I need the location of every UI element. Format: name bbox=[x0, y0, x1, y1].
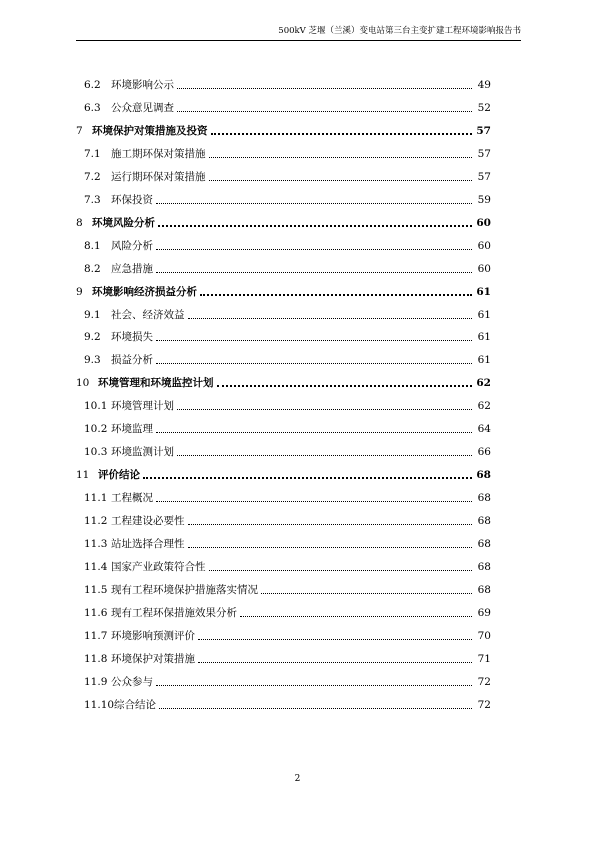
toc-title: 环境影响公示 bbox=[111, 79, 174, 91]
toc-page-number: 68 bbox=[476, 469, 491, 482]
toc-section-row[interactable] bbox=[76, 328, 491, 344]
toc-number: 10.2 bbox=[84, 423, 108, 436]
toc-number: 11.1 bbox=[84, 492, 108, 505]
toc-page-number: 49 bbox=[477, 79, 491, 91]
toc-title: 环境管理计划 bbox=[111, 400, 174, 413]
dot-leader bbox=[156, 248, 472, 250]
toc-number: 11.10 bbox=[84, 698, 115, 711]
page-number: 2 bbox=[294, 774, 301, 784]
toc-section-row[interactable] bbox=[76, 145, 491, 161]
toc-chapter-row[interactable] bbox=[76, 214, 491, 230]
toc-page-number: 68 bbox=[477, 515, 491, 528]
dot-leader bbox=[188, 317, 473, 319]
toc-title: 工程建设必要性 bbox=[111, 515, 185, 528]
dot-leader bbox=[211, 132, 473, 135]
toc-title: 现有工程环境保护措施落实情况 bbox=[111, 583, 258, 596]
toc-title: 社会、经济效益 bbox=[111, 308, 185, 321]
toc-title: 环境保护对策措施及投资 bbox=[92, 124, 208, 137]
dot-leader bbox=[198, 661, 472, 663]
toc-title: 评价结论 bbox=[98, 469, 140, 482]
dot-leader bbox=[177, 87, 472, 89]
toc-page-number: 59 bbox=[477, 193, 491, 206]
toc-page-number: 60 bbox=[476, 216, 491, 229]
toc-title: 环境监理 bbox=[111, 423, 153, 436]
toc-title: 施工期环保对策措施 bbox=[111, 147, 206, 160]
toc-title: 公众意见调查 bbox=[111, 101, 174, 114]
toc-section-row[interactable] bbox=[76, 76, 491, 92]
toc-number: 6.2 bbox=[84, 79, 101, 91]
toc-number: 11.8 bbox=[84, 652, 108, 665]
dot-leader bbox=[188, 546, 473, 548]
toc-title: 环境影响预测评价 bbox=[111, 629, 195, 642]
header-title: 500kV 芝堰（兰溪）变电站第三台主变扩建工程环境影响报告书 bbox=[278, 26, 521, 36]
toc-title: 环境风险分析 bbox=[92, 216, 155, 229]
dot-leader bbox=[158, 224, 472, 227]
toc-title: 国家产业政策符合性 bbox=[111, 560, 206, 573]
dot-leader bbox=[200, 293, 472, 296]
toc-page-number: 69 bbox=[477, 606, 491, 619]
dot-leader bbox=[217, 384, 473, 387]
toc-section-row[interactable] bbox=[76, 306, 491, 322]
toc-title: 运行期环保对策措施 bbox=[111, 170, 206, 183]
toc-page-number: 66 bbox=[477, 446, 491, 459]
toc-section-row[interactable] bbox=[76, 535, 491, 551]
toc-section-row[interactable] bbox=[76, 650, 491, 666]
toc-title: 环境损失 bbox=[111, 331, 153, 344]
toc-number: 11.5 bbox=[84, 583, 108, 596]
toc-page-number: 61 bbox=[477, 308, 491, 321]
toc-number: 10 bbox=[76, 377, 90, 390]
dot-leader bbox=[177, 408, 472, 410]
toc-section-row[interactable] bbox=[76, 604, 491, 620]
toc-page-number: 62 bbox=[477, 400, 491, 413]
toc-number: 11.6 bbox=[84, 606, 108, 619]
dot-leader bbox=[261, 592, 472, 594]
toc-number: 6.3 bbox=[84, 101, 101, 114]
toc-section-row[interactable] bbox=[76, 260, 491, 276]
toc-section-row[interactable] bbox=[76, 168, 491, 184]
toc-page-number: 57 bbox=[477, 170, 491, 183]
toc-title: 站址选择合理性 bbox=[111, 538, 185, 550]
toc-page-number: 71 bbox=[477, 652, 491, 665]
toc-section-row[interactable] bbox=[76, 420, 491, 436]
dot-leader bbox=[209, 569, 473, 571]
toc-section-row[interactable] bbox=[76, 397, 491, 413]
toc-number: 8.2 bbox=[84, 262, 101, 275]
toc-section-row[interactable] bbox=[76, 696, 491, 712]
toc-number: 9.1 bbox=[84, 308, 101, 321]
toc-title: 综合结论 bbox=[114, 698, 156, 711]
dot-leader bbox=[209, 179, 473, 181]
dot-leader bbox=[209, 156, 473, 158]
toc-number: 7.3 bbox=[84, 193, 101, 206]
toc-page-number: 57 bbox=[476, 124, 491, 137]
toc-number: 11.4 bbox=[84, 560, 108, 573]
toc-number: 11.2 bbox=[84, 515, 108, 528]
dot-leader bbox=[156, 684, 472, 686]
toc-number: 9 bbox=[76, 285, 83, 298]
toc-chapter-row[interactable] bbox=[76, 466, 491, 482]
dot-leader bbox=[156, 500, 472, 502]
toc-page-number: 68 bbox=[477, 583, 491, 596]
toc-number: 9.3 bbox=[84, 354, 101, 367]
toc-section-row[interactable] bbox=[76, 191, 491, 207]
toc-title: 应急措施 bbox=[111, 262, 153, 275]
toc-section-row[interactable] bbox=[76, 581, 491, 597]
dot-leader bbox=[240, 615, 472, 617]
toc-number: 10.3 bbox=[84, 446, 108, 459]
toc-page-number: 72 bbox=[477, 675, 491, 688]
toc-page-number: 68 bbox=[477, 538, 491, 550]
toc-section-row[interactable] bbox=[76, 512, 491, 528]
toc-title: 环境影响经济损益分析 bbox=[92, 285, 197, 298]
dot-leader bbox=[156, 271, 472, 273]
toc-number: 8.1 bbox=[84, 239, 101, 252]
toc-page-number: 61 bbox=[477, 354, 491, 367]
dot-leader bbox=[188, 523, 473, 525]
toc-title: 现有工程环保措施效果分析 bbox=[111, 606, 237, 619]
toc-chapter-row[interactable] bbox=[76, 122, 491, 138]
dot-leader bbox=[156, 431, 472, 433]
running-header bbox=[76, 22, 521, 41]
toc-title: 环境管理和环境监控计划 bbox=[98, 377, 214, 390]
toc-number: 10.1 bbox=[84, 400, 108, 413]
toc-number: 7.1 bbox=[84, 147, 101, 160]
toc-number: 11.9 bbox=[84, 675, 108, 688]
toc-number: 7.2 bbox=[84, 170, 101, 183]
dot-leader bbox=[177, 454, 472, 456]
dot-leader bbox=[177, 110, 472, 112]
toc-title: 风险分析 bbox=[111, 239, 153, 252]
toc-title: 环境监测计划 bbox=[111, 446, 174, 459]
toc-chapter-row[interactable] bbox=[76, 374, 491, 390]
toc-page-number: 64 bbox=[477, 423, 491, 436]
dot-leader bbox=[198, 638, 472, 640]
toc-number: 7 bbox=[76, 124, 83, 137]
toc-section-row[interactable] bbox=[76, 99, 491, 115]
toc-title: 环境保护对策措施 bbox=[111, 652, 195, 665]
toc-chapter-row[interactable] bbox=[76, 283, 491, 299]
toc-section-row[interactable] bbox=[76, 443, 491, 459]
toc-page-number: 52 bbox=[477, 101, 491, 114]
toc-section-row[interactable] bbox=[76, 558, 491, 574]
toc-page-number: 62 bbox=[476, 377, 491, 390]
toc-page-number: 60 bbox=[477, 262, 491, 275]
toc-section-row[interactable] bbox=[76, 627, 491, 643]
dot-leader bbox=[159, 707, 472, 709]
toc-page-number: 60 bbox=[477, 239, 491, 252]
toc-title: 公众参与 bbox=[111, 675, 153, 688]
toc-number: 8 bbox=[76, 216, 83, 229]
toc-title: 环保投资 bbox=[111, 193, 153, 206]
toc-page-number: 61 bbox=[476, 285, 491, 298]
toc-title: 损益分析 bbox=[111, 354, 153, 367]
dot-leader bbox=[156, 339, 472, 341]
toc-number: 11 bbox=[76, 469, 90, 482]
toc-section-row[interactable] bbox=[76, 351, 491, 367]
toc-number: 11.7 bbox=[84, 629, 108, 642]
toc-page-number: 61 bbox=[477, 331, 491, 344]
toc-number: 11.3 bbox=[84, 538, 108, 550]
toc-title: 工程概况 bbox=[111, 492, 153, 505]
toc-section-row[interactable] bbox=[76, 673, 491, 689]
dot-leader bbox=[156, 202, 472, 204]
toc-page-number: 68 bbox=[477, 560, 491, 573]
toc-section-row[interactable] bbox=[76, 489, 491, 505]
toc-number: 9.2 bbox=[84, 331, 101, 344]
toc-page-number: 70 bbox=[477, 629, 491, 642]
dot-leader bbox=[156, 362, 472, 364]
dot-leader bbox=[143, 476, 472, 479]
toc-page-number: 68 bbox=[477, 492, 491, 505]
toc-page-number: 57 bbox=[477, 147, 491, 160]
toc-section-row[interactable] bbox=[76, 237, 491, 253]
toc-page-number: 72 bbox=[477, 698, 491, 711]
